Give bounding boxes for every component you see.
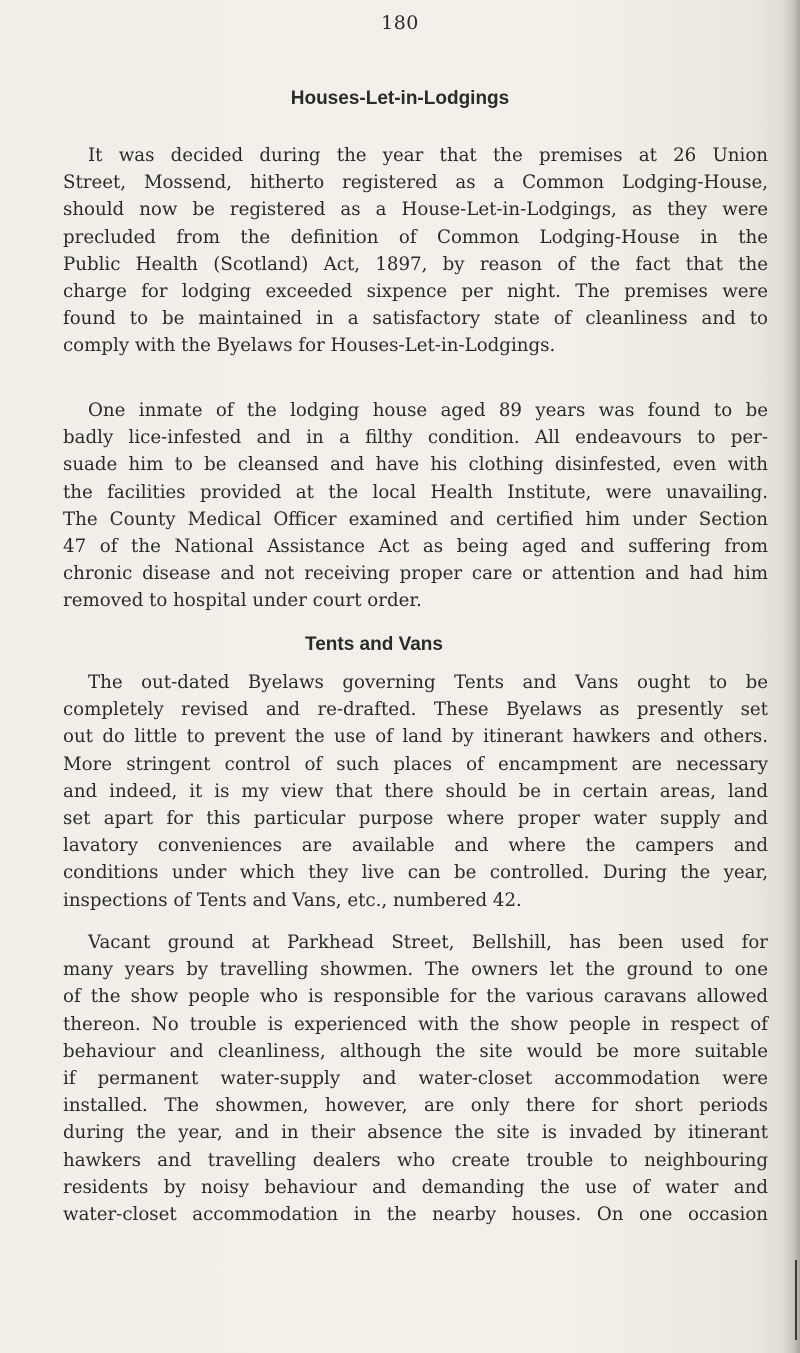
- page-number: 180: [381, 12, 419, 34]
- text-line: if permanent water-supply and water-closet accommodation were: [63, 1067, 768, 1089]
- text-line: 47 of the National Assistance Act as being aged and suffering from: [63, 535, 768, 557]
- page-edge-mark: [795, 1260, 797, 1340]
- text-line: removed to hospital under court order.: [63, 590, 422, 612]
- text-line: the facilities provided at the local Health Institute, were unavailing.: [63, 481, 768, 503]
- text-line: The County Medical Officer examined and certified him under Section: [63, 508, 768, 530]
- text-line: comply with the Byelaws for Houses-Let-in-Lodgings.: [63, 335, 556, 357]
- text-line: badly lice-infested and in a filthy condition. All endeavours to per-: [63, 427, 768, 449]
- section-heading-tents-and-vans: Tents and Vans: [305, 634, 443, 655]
- text-line: installed. The showmen, however, are only there for short periods: [63, 1095, 768, 1117]
- text-line: many years by travelling showmen. The owners let the ground to one: [63, 959, 768, 981]
- text-line: Vacant ground at Parkhead Street, Bellshill, has been used for: [88, 932, 768, 953]
- text-line: of the show people who is responsible for the various caravans allowed: [63, 986, 768, 1008]
- text-line: precluded from the definition of Common Lodging-House in the: [63, 226, 768, 248]
- text-line: found to be maintained in a satisfactory state of cleanliness and to: [63, 308, 768, 330]
- text-line: completely revised and re-drafted. These Byelaws as presently set: [63, 699, 768, 721]
- text-line: out do little to prevent the use of land by itinerant hawkers and others.: [63, 726, 768, 748]
- text-line: hawkers and travelling dealers who create trouble to neighbouring: [63, 1149, 768, 1171]
- text-line: The out-dated Byelaws governing Tents and Vans ought to be: [88, 672, 768, 693]
- text-line: set apart for this particular purpose where proper water supply and: [63, 807, 768, 829]
- paragraph: [63, 929, 768, 1228]
- text-line: More stringent control of such places of encampment are necessary: [63, 753, 768, 775]
- text-line: inspections of Tents and Vans, etc., numbered 42.: [63, 889, 522, 911]
- section-heading-houses-let-in-lodgings: Houses-Let-in-Lodgings: [290, 88, 510, 109]
- page-edge-shadow: [782, 0, 800, 1353]
- paragraph: [63, 397, 768, 615]
- text-line: and indeed, it is my view that there should be in certain areas, land: [63, 780, 768, 802]
- text-line: chronic disease and not receiving proper care or attention and had him: [63, 563, 768, 585]
- text-line: water-closet accommodation in the nearby houses. On one occasion: [63, 1203, 768, 1225]
- text-line: It was decided during the year that the premises at 26 Union: [88, 145, 768, 166]
- text-line: residents by noisy behaviour and demanding the use of water and: [63, 1176, 768, 1198]
- text-line: One inmate of the lodging house aged 89 years was found to be: [88, 400, 768, 421]
- paragraph: [63, 142, 768, 360]
- text-line: Public Health (Scotland) Act, 1897, by reason of the fact that the: [63, 253, 768, 275]
- text-line: during the year, and in their absence the site is invaded by itinerant: [63, 1122, 768, 1144]
- text-line: should now be registered as a House-Let-in-Lodgings, as they were: [63, 199, 768, 221]
- text-line: behaviour and cleanliness, although the site would be more suitable: [63, 1040, 768, 1062]
- paragraph: [63, 669, 768, 914]
- text-line: thereon. No trouble is experienced with the show people in respect of: [63, 1013, 768, 1035]
- text-line: charge for lodging exceeded sixpence per night. The premises were: [63, 280, 768, 302]
- text-line: conditions under which they live can be controlled. During the year,: [63, 862, 768, 884]
- text-line: suade him to be cleansed and have his clothing disinfested, even with: [63, 454, 768, 476]
- text-line: Street, Mossend, hitherto registered as a Common Lodging-House,: [63, 172, 768, 194]
- text-line: lavatory conveniences are available and where the campers and: [63, 835, 768, 857]
